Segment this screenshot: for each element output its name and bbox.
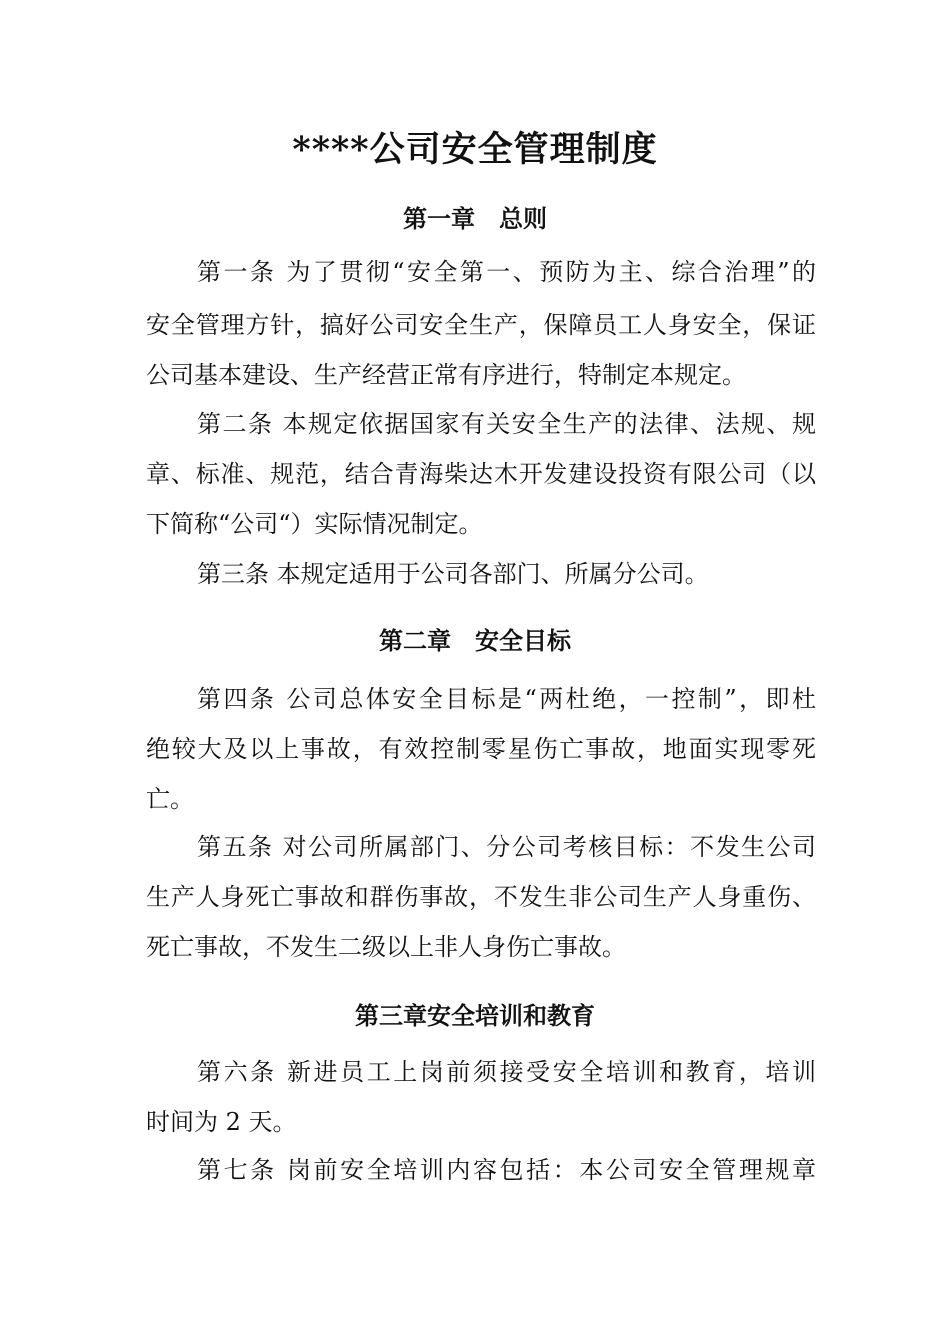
article-1-line-1: 第一条 为了贯彻“安全第一、预防为主、综合治理”的 xyxy=(197,258,816,286)
article-6-line-1: 第六条 新进员工上岗前须接受安全培训和教育，培训 xyxy=(197,1058,816,1086)
article-1-line-2: 安全管理方针，搞好公司安全生产，保障员工人身安全，保证 xyxy=(146,311,816,339)
article-3-line-1: 第三条 本规定适用于公司各部门、所属分公司。 xyxy=(197,560,709,588)
article-2-line-2: 章、标准、规范，结合青海柴达木开发建设投资有限公司（以 xyxy=(146,460,816,488)
article-5-line-2: 生产人身死亡事故和群伤事故，不发生非公司生产人身重伤、 xyxy=(146,883,816,911)
article-4-line-2: 绝较大及以上事故，有效控制零星伤亡事故，地面实现零死 xyxy=(146,735,816,763)
article-4-line-3: 亡。 xyxy=(146,785,194,813)
document-title: ****公司安全管理制度 xyxy=(292,129,658,170)
article-2-line-3: 下简称“公司“）实际情况制定。 xyxy=(146,510,483,538)
chapter-2-heading: 第二章 安全目标 xyxy=(379,627,571,655)
chapter-1-heading: 第一章 总则 xyxy=(403,205,547,233)
article-7-line-1: 第七条 岗前安全培训内容包括：本公司安全管理规章 xyxy=(197,1156,816,1184)
chapter-3-heading: 第三章安全培训和教育 xyxy=(355,1002,595,1030)
article-5-line-3: 死亡事故，不发生二级以上非人身伤亡事故。 xyxy=(146,933,626,961)
article-2-line-1: 第二条 本规定依据国家有关安全生产的法律、法规、规 xyxy=(197,410,816,438)
article-4-line-1: 第四条 公司总体安全目标是“两杜绝，一控制”，即杜 xyxy=(197,685,816,713)
article-1-line-3: 公司基本建设、生产经营正常有序进行，特制定本规定。 xyxy=(146,361,746,389)
article-5-line-1: 第五条 对公司所属部门、分公司考核目标：不发生公司 xyxy=(197,833,816,861)
article-6-line-2: 时间为 2 天。 xyxy=(146,1108,297,1136)
